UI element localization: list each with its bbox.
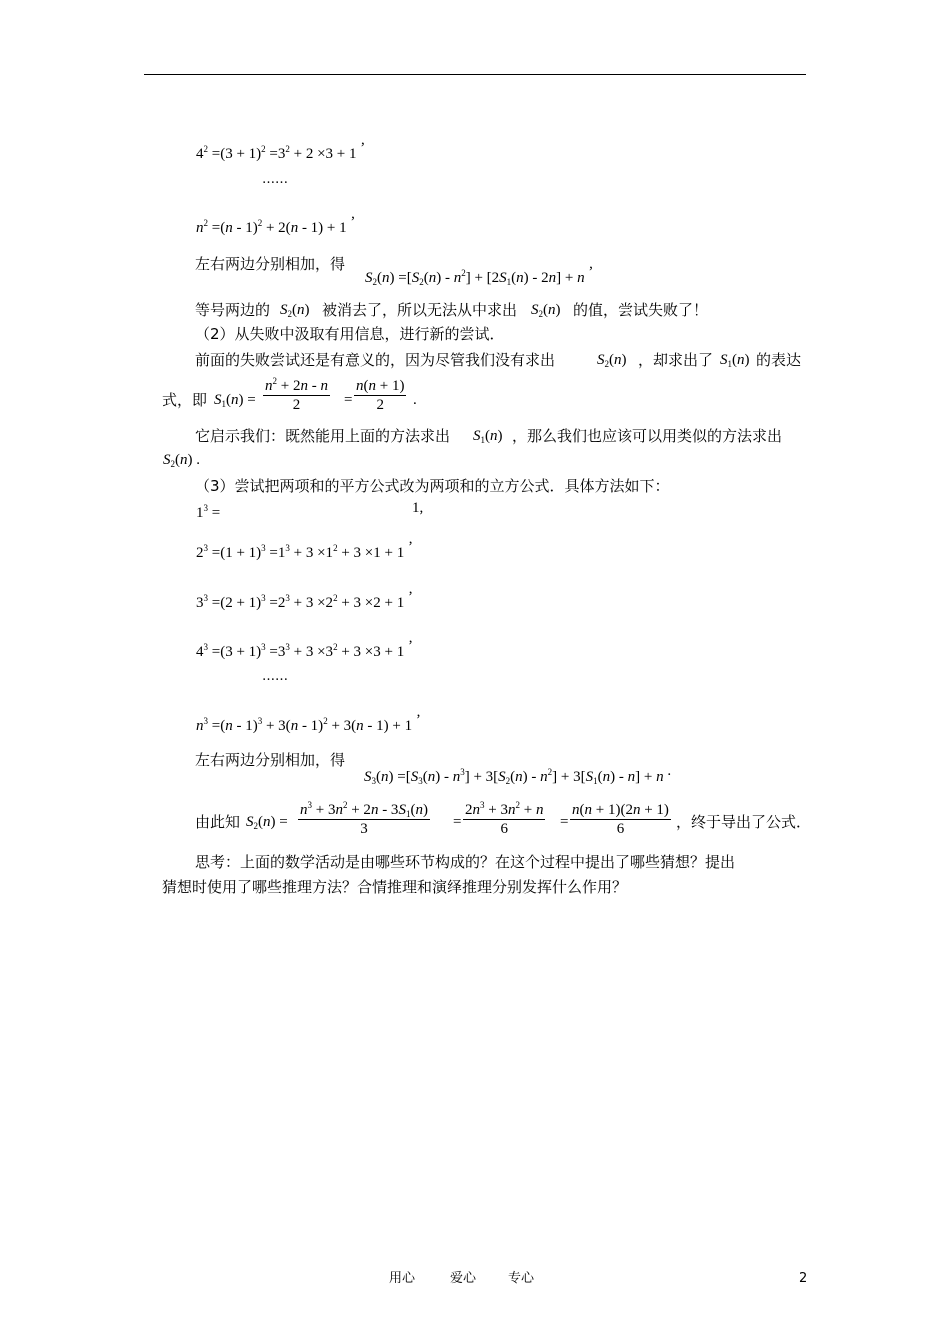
math-s2n-eq: $S_2(n)$ = (246, 814, 288, 831)
conclusion-text-a: 由此知 (195, 813, 241, 831)
ellipsis-1: …… (262, 172, 288, 187)
cancel-text-a: 等号两边的 (195, 301, 271, 319)
fraction-s2-a: $\frac{n^3 + 3n^2 + 2n - 3S_1(n)}{3}$ (300, 800, 428, 837)
math-period-1: . (413, 392, 417, 408)
math-s2n-3: $S_2(n)$ (597, 352, 627, 369)
math-s1n-1: $S_1(n)$ (720, 352, 750, 369)
equation-2-cubed: $2^3 =(1 + 1)^3 =1^3 + 3 \times 1^2 + 3 \times 1 + 1$ ’ (196, 539, 413, 561)
equation-1-cubed-rhs: 1, (412, 500, 424, 516)
step-2: （2）从失败中汲取有用信息，进行新的尝试． (195, 325, 505, 343)
equation-1-cubed: $1^3$ = (196, 503, 221, 521)
math-s2n-2: $S_2(n)$ (531, 302, 561, 319)
fraction-s2-c: $\frac{n(n + 1)(2n + 1)}{6}$ (572, 802, 669, 837)
math-s1n-eq: $S_1(n)$ = (214, 392, 256, 409)
step-3: （3）尝试把两项和的平方公式改为两项和的立方公式．具体方法如下： (195, 477, 670, 495)
meaning-text-b: ，却求出了 (638, 351, 714, 369)
math-s1n-2: $S_1(n)$ (473, 428, 503, 445)
conclusion-text-b: ，终于导出了公式． (676, 813, 812, 831)
equation-s2-sum: $S_2(n) =[S_2(n) - n^2] + [2S_1(n) - 2n] + n$ ’ (365, 264, 594, 287)
equation-4-squared: $4^2 =(3 + 1)^2 =3^2 + 2 \times 3 + 1$ ’ (196, 140, 366, 162)
cancel-text-b: 被消去了，所以无法从中求出 (322, 301, 518, 319)
think-line-1: 思考：上面的数学活动是由哪些环节构成的？在这个过程中提出了哪些猜想？提出 (195, 853, 736, 871)
ellipsis-2: …… (262, 669, 288, 684)
cancel-text-c: 的值，尝试失败了！ (573, 301, 709, 319)
equation-4-cubed: $4^3 =(3 + 1)^3 =3^3 + 3 \times 3^2 + 3 \times 3 + 1$ ’ (196, 638, 413, 660)
equation-s3-sum: $S_3(n) =[S_3(n) - n^3] + 3[S_2(n) - n^2] + 3[S_1(n) - n] + n$ . (364, 763, 672, 786)
hint-text-a: 它启示我们：既然能用上面的方法求出 (195, 427, 451, 445)
math-equals-1: = (344, 392, 353, 408)
math-equals-3: = (560, 814, 569, 830)
math-s2n-4: $S_2(n)$ . (163, 452, 200, 469)
equation-n-cubed: $n^3 =(n - 1)^3 + 3(n - 1)^2 + 3(n - 1) + 1$ ’ (196, 712, 421, 734)
fraction-s2-b: $\frac{2n^3 + 3n^2 + n}{6}$ (465, 800, 544, 837)
sum-label-1: 左右两边分别相加，得 (195, 255, 346, 273)
footer-slogan-1: 用心 (389, 1271, 416, 1286)
meaning-text-a: 前面的失败尝试还是有意义的，因为尽管我们没有求出 (195, 351, 556, 369)
hint-text-b: ，那么我们也应该可以用类似的方法求出 (512, 427, 783, 445)
footer-slogan-2: 爱心 (450, 1271, 477, 1286)
math-equals-2: = (453, 814, 462, 830)
meaning-text-c: 的表达 (756, 351, 802, 369)
meaning-text-d: 式，即 (162, 391, 208, 409)
fraction-s1-b: $\frac{n(n + 1)}{2}$ (356, 378, 405, 413)
equation-3-cubed: $3^3 =(2 + 1)^3 =2^3 + 3 \times 2^2 + 3 \times 2 + 1$ ’ (196, 589, 413, 611)
think-line-2: 猜想时使用了哪些推理方法？合情推理和演绎推理分别发挥什么作用？ (162, 878, 628, 896)
page-number: 2 (799, 1271, 808, 1286)
math-s2n-1: $S_2(n)$ (280, 302, 310, 319)
footer-slogan-3: 专心 (508, 1271, 535, 1286)
equation-n-squared: $n^2 =(n - 1)^2 + 2(n - 1) + 1$ ’ (196, 214, 356, 236)
sum-label-2: 左右两边分别相加，得 (195, 751, 346, 769)
header-rule (144, 74, 806, 75)
fraction-s1-a: $\frac{n^2 + 2n - n}{2}$ (265, 376, 328, 413)
